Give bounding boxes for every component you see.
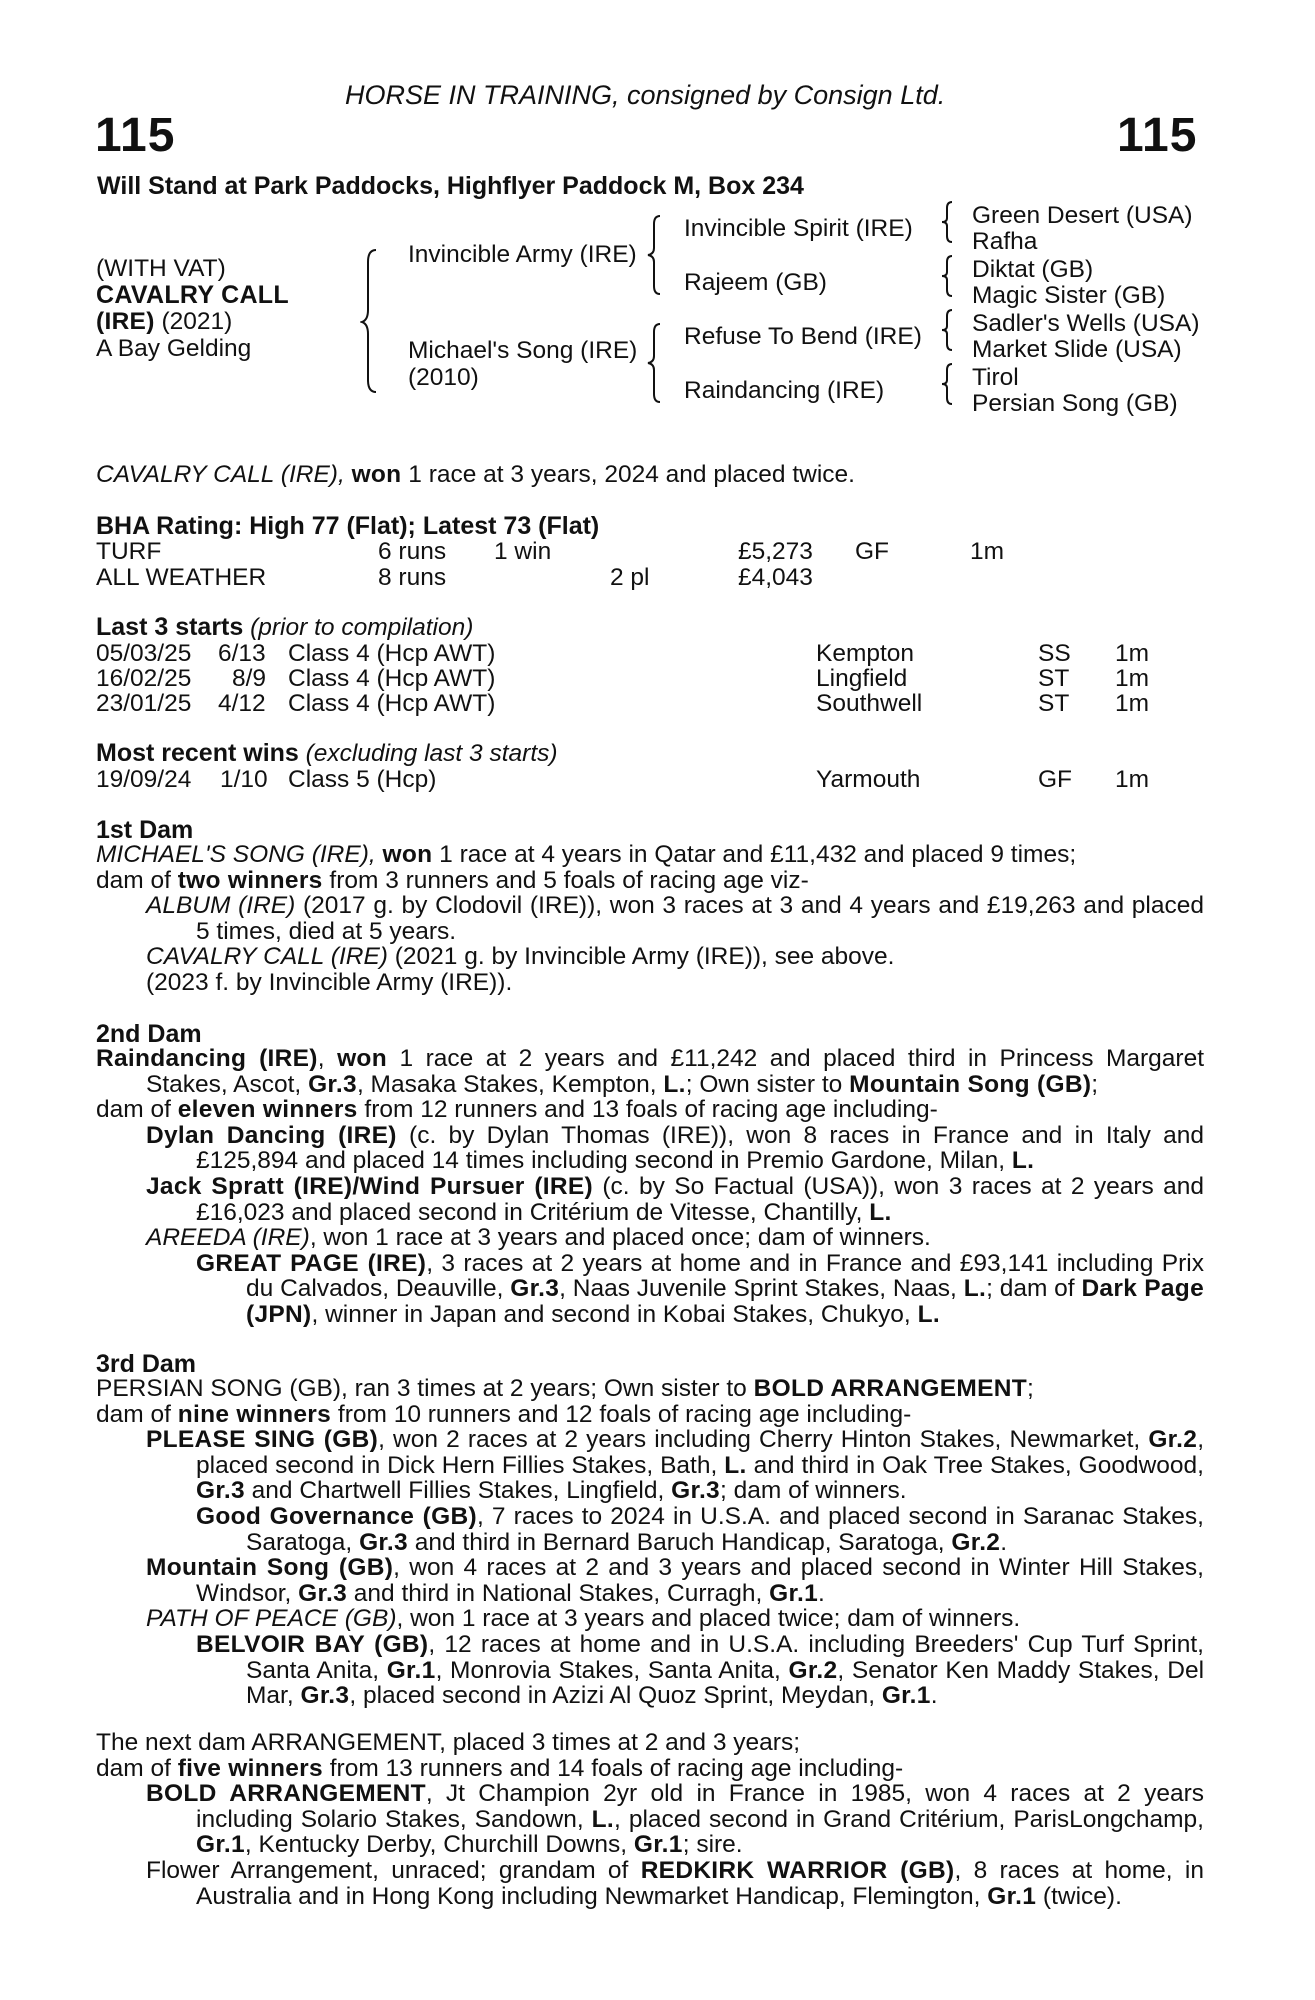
last3-dist-3: 1m	[1115, 690, 1150, 717]
text-run: , placed second in Dick Hern Fillies Stakes, Bath,	[196, 1426, 1205, 1479]
dam1-heading: 1st Dam	[96, 816, 194, 844]
dam3-heading: 3rd Dam	[96, 1350, 197, 1378]
last3-heading: Last 3 starts (prior to compilation)	[96, 613, 474, 641]
text-run: , Naas Juvenile Sprint Stakes, Naas,	[559, 1275, 964, 1303]
text-run: L.	[869, 1198, 892, 1226]
text-run: (c. by So Factual (USA)), won 3 races at 2 years and £16,023 and placed second in Critérium de Vitesse, Chantilly,	[196, 1172, 1204, 1226]
text-run: ; Own sister to	[685, 1070, 850, 1098]
last3-date-3: 23/01/25	[96, 690, 192, 717]
vat-note: (WITH VAT)	[96, 255, 226, 282]
text-run: AREEDA (IRE)	[146, 1224, 310, 1252]
horse-description: A Bay Gelding	[96, 335, 252, 362]
pedigree-sire-dam: Rajeem (GB)	[684, 269, 827, 296]
last3-going-1: SS	[1038, 640, 1071, 667]
lot-number-right: 115	[1117, 109, 1198, 162]
text-run: , winner in Japan and second in Kobai Stakes, Chukyo,	[311, 1300, 918, 1328]
dam1-section	[96, 842, 1204, 996]
last3-date-2: 16/02/25	[96, 665, 192, 692]
text-run: PERSIAN SONG (GB), ran 3 times at 2 years; Own sister to	[96, 1375, 754, 1402]
recent-wins-heading: Most recent wins (excluding last 3 starts)	[96, 739, 558, 767]
dam3-p6	[96, 1606, 1204, 1632]
recent-going-1: GF	[1038, 766, 1073, 793]
nextdam-section	[96, 1730, 1204, 1909]
pedigree-ddd: Persian Song (GB)	[972, 390, 1178, 417]
text-run: ,	[317, 1045, 338, 1072]
text-run: Flower Arrangement, unraced; grandam of	[146, 1856, 641, 1884]
text-run: Raindancing (IRE)	[96, 1045, 318, 1072]
pedigree-brace-ds	[940, 308, 964, 352]
dam3-p1	[96, 1376, 1204, 1402]
dam3-p3	[96, 1427, 1204, 1504]
text-run: dam of	[96, 1754, 178, 1782]
rating-row-aw: ALL WEATHER	[96, 564, 267, 591]
pedigree-sire-sire: Invincible Spirit (IRE)	[684, 215, 913, 242]
horse-origin-year: (IRE) (2021)	[96, 308, 233, 335]
nextdam-p2	[96, 1756, 1204, 1782]
text-run: from 10 runners and 12 foals of racing age including-	[331, 1400, 912, 1428]
text-run: L.	[663, 1070, 686, 1098]
text-run: L.	[724, 1451, 747, 1479]
text-run: Gr.3	[359, 1528, 408, 1556]
text-run: L.	[591, 1805, 615, 1833]
text-run: ; dam of	[986, 1275, 1082, 1303]
last3-pos-2: 8/9	[232, 665, 267, 692]
text-run: BOLD ARRANGEMENT	[146, 1780, 426, 1808]
rating-placed-aw: 2 pl	[610, 564, 650, 591]
dam3-p5	[96, 1555, 1204, 1606]
last3-going-3: ST	[1038, 690, 1070, 717]
pedigree-brace-dam	[646, 320, 676, 404]
last3-going-2: ST	[1038, 665, 1070, 692]
pedigree-sdd: Magic Sister (GB)	[972, 282, 1166, 309]
last3-course-2: Lingfield	[816, 665, 908, 692]
last3-class-2: Class 4 (Hcp AWT)	[288, 665, 496, 692]
text-run: , won 1 race at 3 years and placed twice; dam of winners.	[396, 1605, 1021, 1633]
text-run: , placed second in Grand Critérium, ParisLongchamp,	[614, 1805, 1204, 1833]
text-run: , Kentucky Derby, Churchill Downs,	[244, 1831, 634, 1859]
recent-course-1: Yarmouth	[816, 766, 921, 793]
text-run: and third in Oak Tree Stakes, Goodwood,	[746, 1451, 1204, 1479]
text-run: five winners	[177, 1754, 323, 1782]
text-run: , Jt Champion 2yr old in France in 1985, won 4 races at 2 years including Solario Stakes, Sandown,	[196, 1780, 1204, 1833]
dam1-cavalry: CAVALRY CALL (IRE) (2021 g. by Invincible Army (IRE)), see above.	[146, 943, 895, 971]
rating-dist-turf: 1m	[970, 538, 1005, 565]
text-run: from 12 runners and 13 foals of racing age including-	[357, 1096, 938, 1124]
pedigree-sire: Invincible Army (IRE)	[408, 241, 637, 268]
dam2-p2	[96, 1097, 1204, 1123]
text-run: L.	[1011, 1147, 1035, 1175]
pedigree-brace-dd	[940, 362, 964, 406]
text-run: and third in Bernard Baruch Handicap, Saratoga,	[407, 1528, 952, 1556]
last3-class-1: Class 4 (Hcp AWT)	[288, 640, 496, 667]
last3-dist-2: 1m	[1115, 665, 1150, 692]
text-run: , Masaka Stakes, Kempton,	[356, 1070, 664, 1098]
pedigree-brace-sire	[646, 212, 676, 296]
dam3-p7	[96, 1632, 1204, 1709]
pedigree-dsd: Market Slide (USA)	[972, 336, 1182, 363]
last3-dist-1: 1m	[1115, 640, 1150, 667]
last3-course-1: Kempton	[816, 640, 915, 667]
text-run: Gr.1	[196, 1831, 245, 1859]
pedigree-ssd: Rafha	[972, 228, 1038, 255]
text-run: L.	[963, 1275, 987, 1303]
text-run: The next dam ARRANGEMENT, placed 3 times at 2 and 3 years;	[96, 1729, 801, 1756]
dam3-p2	[96, 1402, 1204, 1428]
text-run: REDKIRK WARRIOR (GB)	[640, 1856, 955, 1884]
last3-class-3: Class 4 (Hcp AWT)	[288, 690, 496, 717]
text-run: , won 1 race at 3 years and placed once; dam of winners.	[309, 1224, 931, 1252]
text-run: Gr.3	[196, 1477, 245, 1505]
dam1-foal: (2023 f. by Invincible Army (IRE)).	[146, 968, 513, 996]
text-run: ;	[1027, 1375, 1034, 1402]
text-run: , 8 races at home, in Australia and in Hong Kong including Newmarket Handicap, Flemington,	[196, 1856, 1204, 1910]
recent-date-1: 19/09/24	[96, 766, 192, 793]
dam2-p3	[96, 1123, 1204, 1174]
dam1-line1: MICHAEL'S SONG (IRE), won 1 race at 4 years in Qatar and £11,432 and placed 9 times;	[96, 841, 1077, 868]
text-run: Gr.1	[769, 1579, 819, 1607]
consignor-header: HORSE IN TRAINING, consigned by Consign Ltd.	[345, 80, 946, 110]
stand-location: Will Stand at Park Paddocks, Highflyer Paddock M, Box 234	[97, 172, 804, 200]
text-run: won	[337, 1045, 387, 1072]
text-run: dam of	[96, 1400, 178, 1428]
pedigree-dam: Michael's Song (IRE)	[408, 337, 638, 364]
pedigree-sss: Green Desert (USA)	[972, 202, 1193, 229]
text-run: and Chartwell Fillies Stakes, Lingfield,	[244, 1477, 672, 1505]
last3-course-3: Southwell	[816, 690, 923, 717]
text-run: .	[1000, 1528, 1008, 1556]
text-run: GREAT PAGE (IRE)	[196, 1249, 427, 1277]
rating-going-turf: GF	[855, 538, 890, 565]
pedigree-sds: Diktat (GB)	[972, 256, 1094, 283]
text-run: Gr.2	[1148, 1426, 1198, 1454]
text-run: , won 2 races at 2 years including Cherry Hinton Stakes, Newmarket,	[378, 1426, 1149, 1454]
pedigree-dam-dam: Raindancing (IRE)	[684, 377, 885, 404]
pedigree-dds: Tirol	[972, 364, 1019, 391]
dam2-p5	[96, 1225, 1204, 1251]
text-run: , 7 races to 2024 in U.S.A. and placed second in Saranac Stakes, Saratoga,	[246, 1502, 1204, 1556]
text-run: Gr.3	[308, 1070, 357, 1098]
text-run: , 3 races at 2 years at home and in France and £93,141 including Prix du Calvados, Deauville,	[246, 1249, 1204, 1303]
text-run: , won 4 races at 2 and 3 years and placed second in Winter Hill Stakes, Windsor,	[196, 1554, 1204, 1607]
rating-runs-turf: 6 runs	[378, 538, 447, 565]
text-run: Gr.3	[298, 1579, 347, 1607]
dam2-p6	[96, 1251, 1204, 1328]
text-run: BELVOIR BAY (GB)	[196, 1630, 429, 1658]
text-run: Gr.3	[671, 1477, 720, 1505]
last3-pos-1: 6/13	[218, 640, 266, 667]
dam3-section	[96, 1376, 1204, 1709]
text-run: ; dam of winners.	[719, 1477, 907, 1505]
text-run: Jack Spratt (IRE)/Wind Pursuer (IRE)	[146, 1172, 593, 1200]
bha-rating-heading: BHA Rating: High 77 (Flat); Latest 73 (Flat)	[96, 512, 600, 540]
text-run: , placed second in Azizi Al Quoz Sprint, Meydan,	[349, 1682, 882, 1710]
text-run: Gr.2	[788, 1656, 838, 1684]
text-run: .	[818, 1579, 825, 1607]
dam2-p4	[96, 1174, 1204, 1225]
text-run: Mountain Song (GB)	[849, 1070, 1092, 1098]
text-run: .	[930, 1682, 938, 1710]
text-run: Dark Page (JPN)	[246, 1275, 1204, 1328]
text-run: Gr.1	[987, 1882, 1037, 1910]
text-run: Gr.2	[951, 1528, 1001, 1556]
text-run: Gr.1	[633, 1831, 683, 1859]
text-run: from 13 runners and 14 foals of racing age including-	[322, 1754, 904, 1782]
text-run: Gr.1	[881, 1682, 931, 1710]
pedigree-brace-sd	[940, 254, 964, 298]
text-run: (twice).	[1036, 1882, 1122, 1910]
text-run: PLEASE SING (GB)	[146, 1426, 379, 1454]
text-run: L.	[917, 1300, 940, 1328]
rating-runs-aw: 8 runs	[378, 564, 447, 591]
text-run: Gr.1	[386, 1656, 436, 1684]
dam1-line2: dam of two winners from 3 runners and 5 foals of racing age viz-	[96, 866, 809, 894]
text-run: Gr.3	[510, 1275, 560, 1303]
lot-number-left: 115	[95, 109, 176, 162]
text-run: and third in National Stakes, Curragh,	[347, 1579, 770, 1607]
recent-class-1: Class 5 (Hcp)	[288, 766, 437, 793]
pedigree-dss: Sadler's Wells (USA)	[972, 310, 1200, 337]
text-run: Gr.3	[300, 1682, 350, 1710]
text-run: , Senator Ken Maddy Stakes, Del Mar,	[246, 1656, 1205, 1710]
rating-row-turf: TURF	[96, 538, 162, 565]
dam2-p1	[96, 1046, 1204, 1097]
nextdam-p4	[96, 1858, 1204, 1909]
text-run: dam of	[96, 1096, 178, 1124]
text-run: nine winners	[177, 1400, 332, 1428]
text-run: BOLD ARRANGEMENT	[753, 1375, 1027, 1402]
pedigree-brace-main	[360, 230, 400, 410]
recent-pos-1: 1/10	[220, 766, 268, 793]
text-run: Mountain Song (GB)	[146, 1554, 394, 1582]
recent-dist-1: 1m	[1115, 766, 1150, 793]
pedigree-dam-sire: Refuse To Bend (IRE)	[684, 323, 922, 350]
text-run: PATH OF PEACE (GB)	[146, 1605, 397, 1633]
text-run: ; sire.	[682, 1831, 743, 1859]
rating-earnings-aw: £4,043	[738, 564, 813, 591]
text-run: , Monrovia Stakes, Santa Anita,	[435, 1656, 789, 1684]
dam1-album: ALBUM (IRE) (2017 g. by Clodovil (IRE)), won 3 races at 3 and 4 years and £19,263 and placed 5 times, died at 5 years.	[146, 892, 1204, 945]
nextdam-p1	[96, 1730, 1204, 1756]
text-run: Good Governance (GB)	[196, 1502, 477, 1530]
dam3-p4	[96, 1504, 1204, 1555]
text-run: , 12 races at home and in U.S.A. including Breeders' Cup Turf Sprint, Santa Anita,	[246, 1630, 1204, 1684]
text-run: 1 race at 2 years and £11,242 and placed third in Princess Margaret Stakes, Ascot,	[146, 1045, 1204, 1098]
pedigree-dam-year: (2010)	[408, 364, 479, 391]
rating-earnings-turf: £5,273	[738, 538, 813, 565]
last3-pos-3: 4/12	[218, 690, 266, 717]
text-run: Dylan Dancing (IRE)	[146, 1121, 397, 1149]
race-summary: CAVALRY CALL (IRE), won 1 race at 3 years, 2024 and placed twice.	[96, 461, 855, 488]
nextdam-p3	[96, 1781, 1204, 1858]
text-run: eleven winners	[177, 1096, 358, 1124]
text-run: (c. by Dylan Thomas (IRE)), won 8 races in France and in Italy and £125,894 and placed 14 times including second in Premio Gardone, Milan,	[196, 1121, 1204, 1175]
text-run: ;	[1091, 1070, 1099, 1098]
pedigree-brace-ss	[940, 200, 964, 244]
rating-wins-turf: 1 win	[494, 538, 552, 565]
dam2-heading: 2nd Dam	[96, 1020, 202, 1048]
horse-name: CAVALRY CALL	[96, 281, 289, 309]
dam2-section	[96, 1046, 1204, 1328]
last3-date-1: 05/03/25	[96, 640, 192, 667]
